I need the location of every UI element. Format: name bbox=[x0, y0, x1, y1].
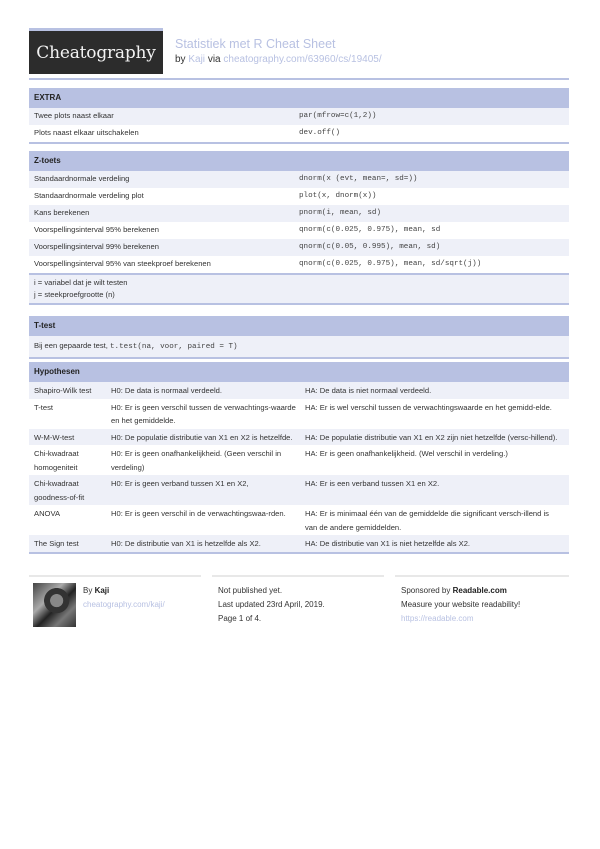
section-z-toets bbox=[29, 151, 569, 305]
test-name: W-M-W-test bbox=[34, 432, 75, 442]
test-name: Shapiro-Wilk test bbox=[34, 386, 92, 395]
h0-text: H0: Er is geen onafhankelijkheid. (Geen verschil in verdeling) bbox=[111, 449, 282, 472]
row-label: Voorspellingsinterval 99% berekenen bbox=[34, 242, 159, 251]
avatar[interactable] bbox=[33, 583, 76, 627]
author-name: Kaji bbox=[94, 586, 110, 595]
row-label: Twee plots naast elkaar bbox=[34, 111, 114, 120]
sponsor-prefix: Sponsored by bbox=[401, 586, 451, 595]
row-code: dev.off() bbox=[299, 129, 341, 137]
row-code: dnorm(x (evt, mean=, sd=)) bbox=[299, 175, 418, 183]
table-row bbox=[29, 535, 569, 552]
logo-text: Cheatography bbox=[36, 42, 156, 63]
author-profile-link[interactable]: cheatography.com/kaji/ bbox=[83, 600, 165, 609]
by-prefix: by bbox=[175, 54, 186, 65]
section-t-test bbox=[29, 316, 569, 359]
row-label: Voorspellingsinterval 95% van steekproef berekenen bbox=[34, 259, 211, 268]
table-row bbox=[29, 256, 569, 273]
table-row bbox=[29, 429, 569, 446]
sponsor-link[interactable]: https://readable.com bbox=[401, 614, 474, 623]
cheatography-logo[interactable] bbox=[29, 28, 163, 74]
row-label: Kans berekenen bbox=[34, 208, 90, 217]
table-row bbox=[29, 399, 569, 429]
ha-text: HA: Er is een verband tussen X1 en X2. bbox=[305, 479, 440, 488]
table-row bbox=[29, 188, 569, 205]
table-row bbox=[29, 239, 569, 256]
section-extra bbox=[29, 88, 569, 144]
table-row bbox=[29, 382, 569, 399]
author-link[interactable]: Kaji bbox=[188, 54, 206, 65]
table-row bbox=[29, 336, 569, 357]
row-code: pnorm(i, mean, sd) bbox=[299, 209, 382, 217]
section-hypothesen bbox=[29, 362, 569, 554]
ha-text: HA: De distributie van X1 is niet hetzelfde als X2. bbox=[305, 539, 471, 548]
row-code: par(mfrow=c(1,2)) bbox=[299, 112, 377, 120]
test-name: The Sign test bbox=[34, 539, 79, 548]
table-row bbox=[29, 205, 569, 222]
row-code: qnorm(c(0.025, 0.975), mean, sd/sqrt(j)) bbox=[299, 260, 482, 268]
row-label: Standaardnormale verdeling plot bbox=[34, 191, 144, 200]
table-row bbox=[29, 171, 569, 188]
table-row bbox=[29, 475, 569, 505]
page-title[interactable]: Statistiek met R Cheat Sheet bbox=[175, 37, 336, 51]
ha-text: HA: De populatie distributie van X1 en X2 zijn niet hetzelfde (versc-hillend). bbox=[305, 432, 558, 442]
via-text: via bbox=[207, 54, 221, 65]
table-row bbox=[29, 108, 569, 125]
ttest-code: t.test(na, voor, paired = T) bbox=[110, 343, 238, 351]
table-row bbox=[29, 505, 569, 535]
section-title: Z-toets bbox=[29, 151, 569, 171]
sponsor-name: Readable.com bbox=[452, 586, 507, 595]
publish-status: Not published yet. bbox=[218, 586, 283, 595]
footer-meta bbox=[212, 575, 384, 631]
ha-text: HA: Er is wel verschil tussen de verwachtingswaarde en het gemidd-elde. bbox=[305, 402, 552, 412]
row-label: Plots naast elkaar uitschakelen bbox=[34, 128, 139, 137]
table-row bbox=[29, 445, 569, 475]
page-footer bbox=[29, 575, 569, 635]
ha-text: HA: Er is geen onafhankelijkheid. (Wel verschil in verdeling.) bbox=[305, 449, 508, 458]
by-prefix: By bbox=[83, 586, 93, 595]
header-divider bbox=[29, 78, 569, 80]
ttest-text: Bij een gepaarde test, bbox=[34, 341, 110, 350]
row-label: Standaardnormale verdeling bbox=[34, 174, 130, 183]
sponsor-line bbox=[401, 584, 507, 598]
row-code: qnorm(c(0.05, 0.995), mean, sd) bbox=[299, 243, 441, 251]
h0-text: H0: Er is geen verschil in de verwachtingswaa-rden. bbox=[111, 509, 286, 518]
footer-sponsor bbox=[395, 575, 569, 631]
section-title: Hypothesen bbox=[29, 362, 569, 382]
h0-text: H0: De populatie distributie van X1 en X2 is hetzelfde. bbox=[111, 432, 293, 442]
row-text bbox=[29, 336, 238, 357]
byline bbox=[175, 53, 382, 67]
section-note bbox=[29, 273, 569, 303]
section-title: T-test bbox=[29, 316, 569, 336]
h0-text: H0: Er is geen verband tussen X1 en X2, bbox=[111, 479, 249, 488]
section-title: EXTRA bbox=[29, 88, 569, 108]
footer-author bbox=[29, 575, 201, 631]
sheet-url-link[interactable]: cheatography.com/63960/cs/19405/ bbox=[223, 54, 382, 65]
note-line: j = steekproefgrootte (n) bbox=[34, 290, 115, 299]
ha-text: HA: De data is niet normaal verdeeld. bbox=[305, 386, 432, 395]
row-code: plot(x, dnorm(x)) bbox=[299, 192, 377, 200]
test-name: Chi-kwadraat goodness-of-fit bbox=[34, 479, 85, 502]
test-name: T-test bbox=[34, 402, 53, 412]
test-name: Chi-kwadraat homogeniteit bbox=[34, 449, 79, 472]
ha-text: HA: Er is minimaal één van de gemiddelde die significant versch-illend is van de andere gemiddelden. bbox=[305, 509, 549, 532]
last-updated: Last updated 23rd April, 2019. bbox=[218, 600, 325, 609]
h0-text: H0: De data is normaal verdeeld. bbox=[111, 386, 223, 395]
row-label: Voorspellingsinterval 95% berekenen bbox=[34, 225, 159, 234]
sponsor-tagline: Measure your website readability! bbox=[401, 600, 521, 609]
page-number: Page 1 of 4. bbox=[218, 614, 262, 623]
page-header bbox=[29, 28, 569, 80]
title-block bbox=[175, 37, 382, 67]
note-line: i = variabel dat je wilt testen bbox=[34, 278, 128, 287]
footer-author-line bbox=[83, 584, 109, 598]
h0-text: H0: De distributie van X1 is hetzelfde als X2. bbox=[111, 539, 261, 548]
table-row bbox=[29, 222, 569, 239]
table-row bbox=[29, 125, 569, 142]
test-name: ANOVA bbox=[34, 509, 61, 518]
row-code: qnorm(c(0.025, 0.975), mean, sd bbox=[299, 226, 441, 234]
h0-text: H0: Er is geen verschil tussen de verwachtings-waarde en het gemiddelde. bbox=[111, 402, 296, 425]
